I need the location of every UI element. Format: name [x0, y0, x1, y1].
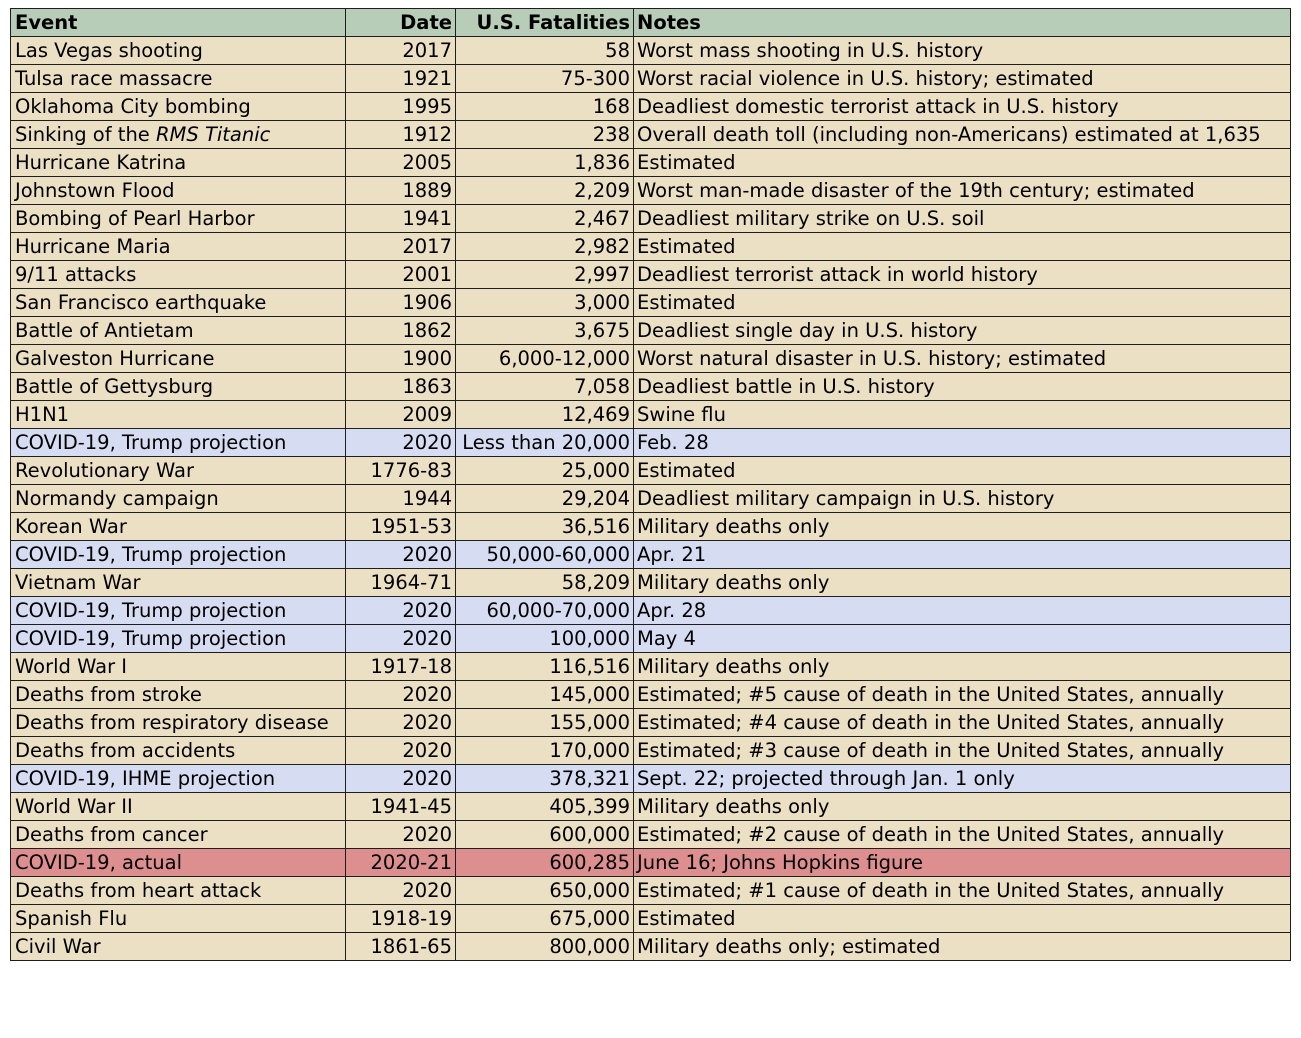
event-label: H1N1	[15, 403, 70, 426]
event-label: Deaths from accidents	[15, 739, 236, 762]
event-label: Korean War	[15, 515, 127, 538]
cell-fatalities[interactable]: 600,000	[456, 821, 634, 849]
cell-date[interactable]: 1921	[346, 65, 456, 93]
table-row	[11, 905, 1291, 933]
cell-event[interactable]	[11, 317, 346, 345]
event-label: Spanish Flu	[15, 907, 128, 930]
cell-event[interactable]	[11, 429, 346, 457]
event-label: Tulsa race massacre	[15, 67, 213, 90]
cell-date[interactable]: 2020	[346, 877, 456, 905]
table-row	[11, 177, 1291, 205]
cell-date[interactable]: 1918-19	[346, 905, 456, 933]
cell-date[interactable]: 2020-21	[346, 849, 456, 877]
cell-notes[interactable]: June 16; Johns Hopkins figure	[634, 849, 1291, 877]
event-label: Deaths from stroke	[15, 683, 202, 706]
cell-event[interactable]	[11, 289, 346, 317]
cell-date[interactable]: 2020	[346, 765, 456, 793]
cell-fatalities[interactable]: 36,516	[456, 513, 634, 541]
cell-event[interactable]	[11, 681, 346, 709]
cell-notes[interactable]: Estimated	[634, 905, 1291, 933]
cell-event[interactable]	[11, 709, 346, 737]
cell-date[interactable]: 1995	[346, 93, 456, 121]
header-notes[interactable]: Notes	[634, 9, 1291, 37]
table-row	[11, 373, 1291, 401]
event-label: COVID-19, Trump projection	[15, 431, 287, 454]
cell-date[interactable]: 1917-18	[346, 653, 456, 681]
table-row	[11, 877, 1291, 905]
header-row	[11, 9, 1291, 37]
cell-fatalities[interactable]: 3,000	[456, 289, 634, 317]
cell-date[interactable]: 2020	[346, 541, 456, 569]
cell-notes[interactable]: Deadliest terrorist attack in world history	[634, 261, 1291, 289]
cell-event[interactable]	[11, 205, 346, 233]
fatalities-table	[10, 8, 1291, 961]
table-row	[11, 457, 1291, 485]
cell-event[interactable]	[11, 401, 346, 429]
cell-fatalities[interactable]: 12,469	[456, 401, 634, 429]
table-row	[11, 681, 1291, 709]
event-label: COVID-19, IHME projection	[15, 767, 276, 790]
cell-fatalities[interactable]: 58	[456, 37, 634, 65]
cell-date[interactable]: 1944	[346, 485, 456, 513]
cell-event[interactable]	[11, 37, 346, 65]
cell-event[interactable]	[11, 261, 346, 289]
event-label: Las Vegas shooting	[15, 39, 203, 62]
cell-notes[interactable]: Military deaths only	[634, 513, 1291, 541]
cell-event[interactable]	[11, 457, 346, 485]
cell-fatalities[interactable]: 600,285	[456, 849, 634, 877]
cell-fatalities[interactable]: 75-300	[456, 65, 634, 93]
event-label: Battle of Antietam	[15, 319, 194, 342]
event-label: Bombing of Pearl Harbor	[15, 207, 255, 230]
event-label: 9/11 attacks	[15, 263, 137, 286]
cell-fatalities[interactable]: 405,399	[456, 793, 634, 821]
cell-fatalities[interactable]: 29,204	[456, 485, 634, 513]
cell-fatalities[interactable]: 168	[456, 93, 634, 121]
cell-notes[interactable]: Swine flu	[634, 401, 1291, 429]
table-row	[11, 233, 1291, 261]
cell-date[interactable]: 1964-71	[346, 569, 456, 597]
cell-notes[interactable]: Estimated; #3 cause of death in the United States, annually	[634, 737, 1291, 765]
cell-event[interactable]	[11, 569, 346, 597]
table-row	[11, 653, 1291, 681]
cell-fatalities[interactable]: 800,000	[456, 933, 634, 961]
cell-notes[interactable]: Estimated; #1 cause of death in the United States, annually	[634, 877, 1291, 905]
cell-notes[interactable]: Military deaths only	[634, 793, 1291, 821]
cell-event[interactable]	[11, 849, 346, 877]
cell-fatalities[interactable]: 116,516	[456, 653, 634, 681]
cell-fatalities[interactable]: 100,000	[456, 625, 634, 653]
cell-event[interactable]	[11, 933, 346, 961]
cell-notes[interactable]: Deadliest battle in U.S. history	[634, 373, 1291, 401]
table-row	[11, 709, 1291, 737]
event-label: Oklahoma City bombing	[15, 95, 251, 118]
cell-fatalities[interactable]: 6,000-12,000	[456, 345, 634, 373]
event-label: Galveston Hurricane	[15, 347, 215, 370]
table-row	[11, 317, 1291, 345]
cell-date[interactable]: 2020	[346, 821, 456, 849]
cell-date[interactable]: 1912	[346, 121, 456, 149]
cell-fatalities[interactable]: 1,836	[456, 149, 634, 177]
header-event[interactable]: Event	[11, 9, 346, 37]
cell-event[interactable]	[11, 793, 346, 821]
table-row	[11, 569, 1291, 597]
event-label: COVID-19, Trump projection	[15, 627, 287, 650]
cell-date[interactable]: 2020	[346, 429, 456, 457]
cell-notes[interactable]: Apr. 28	[634, 597, 1291, 625]
event-label: Hurricane Maria	[15, 235, 171, 258]
table-row	[11, 485, 1291, 513]
cell-event[interactable]	[11, 625, 346, 653]
cell-event[interactable]	[11, 177, 346, 205]
cell-fatalities[interactable]: 58,209	[456, 569, 634, 597]
table-row	[11, 37, 1291, 65]
cell-fatalities[interactable]: 2,209	[456, 177, 634, 205]
cell-fatalities[interactable]: 50,000-60,000	[456, 541, 634, 569]
event-label: Normandy campaign	[15, 487, 219, 510]
cell-date[interactable]: 1862	[346, 317, 456, 345]
table-row	[11, 289, 1291, 317]
table-row	[11, 345, 1291, 373]
cell-notes[interactable]: Estimated	[634, 457, 1291, 485]
cell-event[interactable]	[11, 121, 346, 149]
cell-event[interactable]	[11, 149, 346, 177]
table-row	[11, 65, 1291, 93]
cell-fatalities[interactable]: 60,000-70,000	[456, 597, 634, 625]
cell-notes[interactable]: Estimated	[634, 289, 1291, 317]
cell-notes[interactable]: Apr. 21	[634, 541, 1291, 569]
header-fatalities[interactable]: U.S. Fatalities	[456, 9, 634, 37]
cell-date[interactable]: 2009	[346, 401, 456, 429]
cell-notes[interactable]: Military deaths only; estimated	[634, 933, 1291, 961]
cell-notes[interactable]: Estimated	[634, 149, 1291, 177]
event-label: COVID-19, Trump projection	[15, 599, 287, 622]
cell-notes[interactable]: Deadliest domestic terrorist attack in U.S. history	[634, 93, 1291, 121]
cell-event[interactable]	[11, 93, 346, 121]
cell-date[interactable]: 2020	[346, 625, 456, 653]
cell-notes[interactable]: Deadliest military strike on U.S. soil	[634, 205, 1291, 233]
cell-fatalities[interactable]: 7,058	[456, 373, 634, 401]
cell-fatalities[interactable]: 25,000	[456, 457, 634, 485]
event-label: World War II	[15, 795, 133, 818]
event-label: Hurricane Katrina	[15, 151, 187, 174]
cell-notes[interactable]: Worst racial violence in U.S. history; estimated	[634, 65, 1291, 93]
cell-event[interactable]	[11, 541, 346, 569]
table-row	[11, 737, 1291, 765]
cell-fatalities[interactable]: 3,675	[456, 317, 634, 345]
cell-fatalities[interactable]: 155,000	[456, 709, 634, 737]
table-row	[11, 513, 1291, 541]
cell-event[interactable]	[11, 653, 346, 681]
event-label: Deaths from respiratory disease	[15, 711, 329, 734]
table-row	[11, 793, 1291, 821]
cell-date[interactable]: 2001	[346, 261, 456, 289]
cell-notes[interactable]: Worst natural disaster in U.S. history; estimated	[634, 345, 1291, 373]
cell-notes[interactable]: May 4	[634, 625, 1291, 653]
cell-date[interactable]: 2020	[346, 597, 456, 625]
table-row	[11, 149, 1291, 177]
event-label: COVID-19, actual	[15, 851, 183, 874]
cell-event[interactable]	[11, 597, 346, 625]
cell-fatalities[interactable]: 675,000	[456, 905, 634, 933]
cell-date[interactable]: 2017	[346, 37, 456, 65]
table-row	[11, 93, 1291, 121]
event-label: Deaths from cancer	[15, 823, 208, 846]
table-row	[11, 625, 1291, 653]
cell-event[interactable]	[11, 233, 346, 261]
cell-fatalities[interactable]: 650,000	[456, 877, 634, 905]
cell-event[interactable]	[11, 345, 346, 373]
table-row	[11, 933, 1291, 961]
table-row	[11, 205, 1291, 233]
cell-notes[interactable]: Estimated	[634, 233, 1291, 261]
cell-notes[interactable]: Estimated; #5 cause of death in the United States, annually	[634, 681, 1291, 709]
event-label-italic: RMS Titanic	[156, 123, 271, 146]
cell-date[interactable]: 1951-53	[346, 513, 456, 541]
event-label: Battle of Gettysburg	[15, 375, 214, 398]
event-label: Vietnam War	[15, 571, 141, 594]
cell-date[interactable]: 2020	[346, 681, 456, 709]
cell-notes[interactable]: Worst man-made disaster of the 19th century; estimated	[634, 177, 1291, 205]
cell-date[interactable]: 1776-83	[346, 457, 456, 485]
header-date[interactable]: Date	[346, 9, 456, 37]
cell-date[interactable]: 1941	[346, 205, 456, 233]
cell-notes[interactable]: Military deaths only	[634, 569, 1291, 597]
cell-event[interactable]	[11, 765, 346, 793]
event-label: San Francisco earthquake	[15, 291, 267, 314]
cell-notes[interactable]: Overall death toll (including non-Americans) estimated at 1,635	[634, 121, 1291, 149]
event-label: Civil War	[15, 935, 101, 958]
cell-date[interactable]: 2020	[346, 709, 456, 737]
cell-fatalities[interactable]: 238	[456, 121, 634, 149]
cell-fatalities[interactable]: 378,321	[456, 765, 634, 793]
table-row	[11, 849, 1291, 877]
cell-fatalities[interactable]: 145,000	[456, 681, 634, 709]
event-label: Revolutionary War	[15, 459, 194, 482]
cell-notes[interactable]: Deadliest single day in U.S. history	[634, 317, 1291, 345]
cell-event[interactable]	[11, 737, 346, 765]
event-label: Johnstown Flood	[15, 179, 175, 202]
cell-date[interactable]: 1941-45	[346, 793, 456, 821]
table-row	[11, 821, 1291, 849]
table-row	[11, 765, 1291, 793]
cell-fatalities[interactable]: 2,982	[456, 233, 634, 261]
table-row	[11, 597, 1291, 625]
table-row	[11, 261, 1291, 289]
cell-event[interactable]	[11, 373, 346, 401]
cell-event[interactable]	[11, 65, 346, 93]
event-label: COVID-19, Trump projection	[15, 543, 287, 566]
event-label: World War I	[15, 655, 128, 678]
table-row	[11, 121, 1291, 149]
cell-notes[interactable]: Sept. 22; projected through Jan. 1 only	[634, 765, 1291, 793]
cell-event[interactable]	[11, 877, 346, 905]
cell-fatalities[interactable]: 170,000	[456, 737, 634, 765]
cell-notes[interactable]: Military deaths only	[634, 653, 1291, 681]
cell-fatalities[interactable]: 2,997	[456, 261, 634, 289]
cell-event[interactable]	[11, 513, 346, 541]
cell-date[interactable]: 2020	[346, 737, 456, 765]
table-row	[11, 401, 1291, 429]
event-label: Sinking of the	[15, 123, 156, 146]
table-body	[11, 37, 1291, 961]
cell-notes[interactable]: Feb. 28	[634, 429, 1291, 457]
cell-date[interactable]: 1906	[346, 289, 456, 317]
cell-notes[interactable]: Deadliest military campaign in U.S. history	[634, 485, 1291, 513]
cell-event[interactable]	[11, 821, 346, 849]
cell-event[interactable]	[11, 905, 346, 933]
cell-date[interactable]: 1900	[346, 345, 456, 373]
cell-event[interactable]	[11, 485, 346, 513]
table-row	[11, 541, 1291, 569]
table-row	[11, 429, 1291, 457]
cell-notes[interactable]: Estimated; #2 cause of death in the United States, annually	[634, 821, 1291, 849]
event-label: Deaths from heart attack	[15, 879, 262, 902]
cell-date[interactable]: 2017	[346, 233, 456, 261]
cell-notes[interactable]: Estimated; #4 cause of death in the United States, annually	[634, 709, 1291, 737]
cell-date[interactable]: 1889	[346, 177, 456, 205]
cell-date[interactable]: 1861-65	[346, 933, 456, 961]
cell-fatalities[interactable]: 2,467	[456, 205, 634, 233]
cell-fatalities[interactable]: Less than 20,000	[456, 429, 634, 457]
cell-date[interactable]: 2005	[346, 149, 456, 177]
cell-date[interactable]: 1863	[346, 373, 456, 401]
cell-notes[interactable]: Worst mass shooting in U.S. history	[634, 37, 1291, 65]
